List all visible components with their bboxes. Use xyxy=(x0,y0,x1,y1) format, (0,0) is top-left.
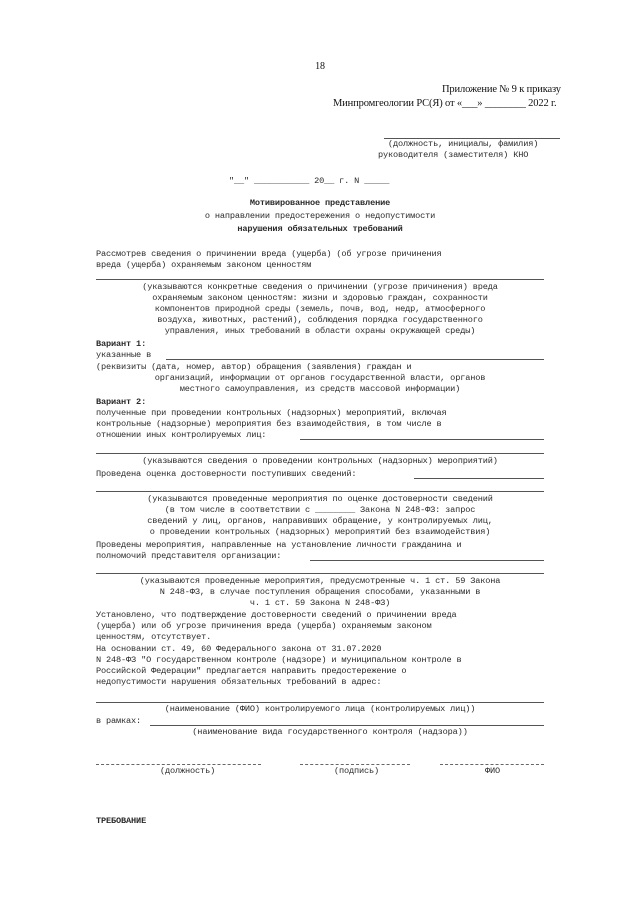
page-number: 18 xyxy=(315,61,325,72)
hint-1-line-5: управления, иных требований в области охраны окружающей среды) xyxy=(164,326,476,336)
measures-text-2: полномочий представителя организации: xyxy=(96,551,282,561)
within-text: в рамках: xyxy=(96,716,142,726)
document-subtitle-2: нарушения обязательных требований xyxy=(237,224,403,234)
variant-2-text-2: контрольные (надзорные) мероприятия без взаимодействия, в том числе в xyxy=(96,419,442,429)
measures-text-1: Проведены мероприятия, направленные на установление личности гражданина и xyxy=(96,540,462,550)
assessment-text: Проведена оценка достоверности поступивших сведений: xyxy=(96,469,357,479)
measures-blank-line-1 xyxy=(310,560,544,561)
controlled-person-hint: (наименование (ФИО) контролируемого лица (контролируемых лиц)) xyxy=(164,704,476,714)
info-blank-line xyxy=(96,279,544,280)
hint-1-line-4: воздуха, животных, растений), соблюдения порядка государственного xyxy=(157,315,483,325)
measures-blank-line-2 xyxy=(96,573,544,574)
ministry-order-line: Минпромгеологии РС(Я) от «___» ________ 2022 г. xyxy=(333,98,557,109)
footer-heading: ТРЕБОВАНИЕ xyxy=(96,816,147,826)
signature-position-line xyxy=(96,764,261,765)
hint-3-line-3: сведений у лиц, органов, направивших обращение, у контролируемых лиц, xyxy=(147,516,493,526)
assessment-blank-line-1 xyxy=(414,478,544,479)
hint-1-line-2: охраняемым законом ценностям: жизни и здоровью граждан, сохранности xyxy=(152,293,488,303)
variant-2-blank-line-2 xyxy=(96,453,544,454)
hint-3-line-2: (в том числе в соответствии с ________ Закона N 248-ФЗ: запрос xyxy=(164,505,476,515)
control-type-hint: (наименование вида государственного контроля (надзора)) xyxy=(192,727,468,737)
variant-2-text-1: полученные при проведении контрольных (надзорных) мероприятий, включая xyxy=(96,408,447,418)
signature-sign-line xyxy=(300,764,410,765)
appendix-title: Приложение № 9 к приказу xyxy=(442,84,561,95)
assessment-blank-line-2 xyxy=(96,491,544,492)
basis-text-1: На основании ст. 49, 60 Федерального закона от 31.07.2020 xyxy=(96,644,382,654)
basis-text-2: N 248-ФЗ "О государственном контроле (надзоре) и муниципальном контроле в xyxy=(96,655,462,665)
established-text-1: Установлено, что подтверждение достоверности сведений о причинении вреда xyxy=(96,610,457,620)
addressee-role: руководителя (заместителя) КНО xyxy=(378,150,529,160)
basis-text-3: Российской Федерации" предлагается направить предостережение о xyxy=(96,666,407,676)
hint-4-line-3: ч. 1 ст. 59 Закона N 248-ФЗ) xyxy=(249,598,391,608)
document-title: Мотивированное представление xyxy=(249,198,391,208)
variant-2-label: Вариант 2: xyxy=(96,397,147,407)
variant-1-label: Вариант 1: xyxy=(96,339,147,349)
hint-4-line-2: N 248-ФЗ, в случае поступления обращения способами, указанными в xyxy=(159,587,481,597)
variant-2-blank-line-1 xyxy=(300,439,544,440)
variant-1-blank-line xyxy=(166,359,544,360)
variant-1-hint-1: (реквизиты (дата, номер, автор) обращения (заявления) граждан и xyxy=(96,362,412,372)
variant-2-text-3: отношении иных контролируемых лиц: xyxy=(96,430,267,440)
established-text-3: ценностям, отсутствует. xyxy=(96,632,212,642)
hint-1-line-3: компонентов природной среды (земель, почв, вод, недр, атмосферного xyxy=(154,304,486,314)
date-number-line: "__" ___________ 20__ г. N _____ xyxy=(229,176,390,186)
signature-fio-label: ФИО xyxy=(485,766,501,776)
variant-1-hint-3: местного самоуправления, из средств массовой информации) xyxy=(179,384,461,394)
established-text-2: (ущерба) или об угрозе причинения вреда (ущерба) охраняемым законом xyxy=(96,621,432,631)
control-type-blank-line xyxy=(150,725,544,726)
intro-line-2: вреда (ущерба) охраняемым законом ценностям xyxy=(96,260,312,270)
variant-2-hint: (указываются сведения о проведении контрольных (надзорных) мероприятий) xyxy=(142,456,498,466)
hint-4-line-1: (указываются проведенные мероприятия, предусмотренные ч. 1 ст. 59 Закона xyxy=(139,576,501,586)
signature-sign-label: (подпись) xyxy=(334,766,380,776)
document-subtitle-1: о направлении предостережения о недопустимости xyxy=(204,211,436,221)
signature-position-label: (должность) xyxy=(160,766,216,776)
hint-1-line-1: (указываются конкретные сведения о причинении (угрозе причинения) вреда xyxy=(142,282,498,292)
hint-3-line-4: о проведении контрольных (надзорных) мероприятий без взаимодействия) xyxy=(149,527,491,537)
variant-1-text: указанные в xyxy=(96,350,152,360)
variant-1-hint-2: организаций, информации от органов государственной власти, органов xyxy=(154,373,486,383)
basis-text-4: недопустимости нарушения обязательных требований в адрес: xyxy=(96,677,382,687)
intro-line-1: Рассмотрев сведения о причинении вреда (ущерба) (об угрозе причинения xyxy=(96,249,442,259)
hint-3-line-1: (указываются проведенные мероприятия по оценке достоверности сведений xyxy=(147,494,493,504)
addressee-hint: (должность, инициалы, фамилия) xyxy=(388,139,539,149)
controlled-blank-line xyxy=(96,702,544,703)
signature-fio-line xyxy=(440,764,544,765)
